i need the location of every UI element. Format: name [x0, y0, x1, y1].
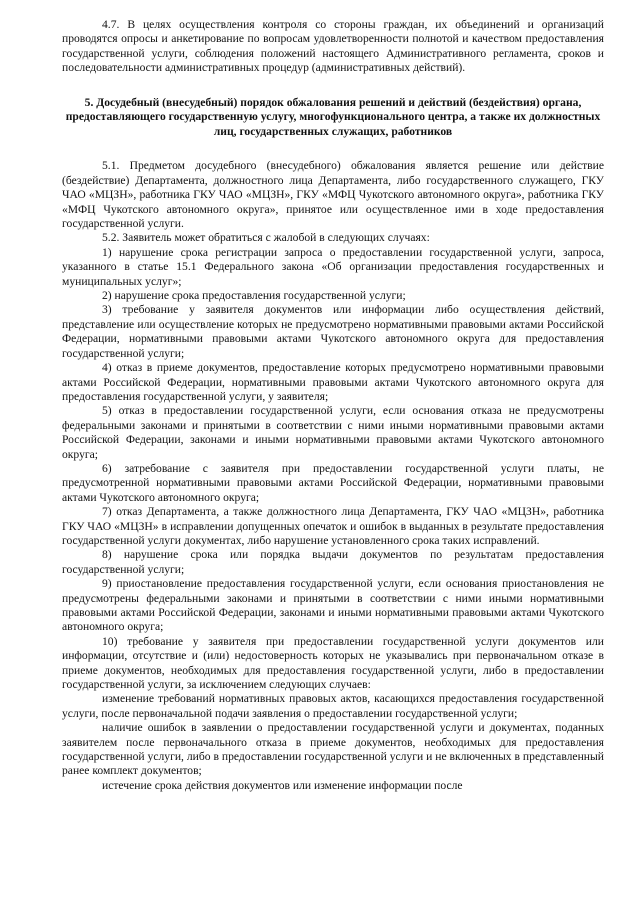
- paragraph-5-1: 5.1. Предметом досудебного (внесудебного) обжалования является решение или действие (бездействие) Департамента, должностного лица Департамента, либо государственного служащего, ГКУ ЧАО «МЦЗН», работника ГКУ ЧАО «МЦЗН», ГКУ «МФЦ Чукотского автономного округа», работника ГКУ «МФЦ Чукотского автономного округа», принятое или осуществленное ими в ходе предоставления государственной услуги.: [62, 159, 604, 231]
- exception-case-2: наличие ошибок в заявлении о предоставлении государственной услуги и документах, поданных заявителем после первоначального отказа в приеме документов, необходимых для предоставления государственной услуги, либо в предоставлении государственной услуги и не включенных в представленный ранее комплект документов;: [62, 721, 604, 778]
- list-item-4: 4) отказ в приеме документов, предоставление которых предусмотрено нормативными правовыми актами Российской Федерации, нормативными правовыми актами Чукотского автономного округа для предоставления государственной услуги, у заявителя;: [62, 361, 604, 403]
- exception-case-3: истечение срока действия документов или изменение информации после: [102, 778, 463, 792]
- list-item-5: 5) отказ в предоставлении государственной услуги, если основания отказа не предусмотрены федеральными законами и принятыми в соответствии с ними иными нормативными правовыми актами Российской Федерации, законами и иными нормативными правовыми актами Чукотского автономного округа;: [62, 404, 604, 461]
- list-item-3: 3) требование у заявителя документов или информации либо осуществления действий, представление или осуществление которых не предусмотрено нормативными правовыми актами Российской Федерации, нормативными правовыми актами Чукотского автономного округа для предоставления государственной услуги;: [62, 303, 604, 360]
- list-item-10: 10) требование у заявителя при предоставлении государственной услуги документов или информации, отсутствие и (или) недостоверность которых не указывались при первоначальном отказе в приеме документов, необходимых для предоставления государственной услуги, либо в предоставлении государственной услуги, за исключением следующих случаев:: [62, 634, 604, 692]
- exception-case-1: изменение требований нормативных правовых актов, касающихся предоставления государственной услуги, после первоначальной подачи заявления о предоставлении государственной услуги;: [62, 692, 604, 720]
- list-item-7: 7) отказ Департамента, а также должностного лица Департамента, ГКУ ЧАО «МЦЗН», работника ГКУ ЧАО «МЦЗН» в исправлении допущенных опечаток и ошибок в выданных в результате предоставления государственной услуги документах, либо нарушение установленного срока таких исправлений.: [62, 505, 604, 547]
- list-item-2: 2) нарушение срока предоставления государственной услуги;: [102, 289, 406, 303]
- list-item-1: 1) нарушение срока регистрации запроса о предоставлении государственной услуги, запроса, указанного в статье 15.1 Федерального закона «Об организации предоставления государственных и муниципальных услуг»;: [62, 245, 604, 288]
- list-item-8: 8) нарушение срока или порядка выдачи документов по результатам предоставления государственной услуги;: [62, 548, 604, 576]
- paragraph-4-7: 4.7. В целях осуществления контроля со стороны граждан, их объединений и организаций проводятся опросы и анкетирование по вопросам удовлетворенности полнотой и качеством предоставления государственной услуги, соблюдения положений настоящего Административного регламента, сроков и последовательности административных процедур (административных действий).: [62, 18, 604, 75]
- paragraph-5-2: 5.2. Заявитель может обратиться с жалобой в следующих случаях:: [102, 231, 430, 245]
- section-heading: 5. Досудебный (внесудебный) порядок обжалования решений и действий (бездействия) органа, предоставляющего государственную услугу, многофункционального центра, а также их должностных лиц, государственных служащих, работников: [65, 95, 601, 138]
- list-item-9: 9) приостановление предоставления государственной услуги, если основания приостановления не предусмотрены федеральными законами и принятыми в соответствии с ними иными нормативными правовыми актами Российской Федерации, законами и иными нормативными правовыми актами Чукотского автономного округа;: [62, 577, 604, 634]
- list-item-6: 6) затребование с заявителя при предоставлении государственной услуги платы, не предусмотренной нормативными правовыми актами Российской Федерации, нормативными правовыми актами Чукотского автономного округа;: [62, 461, 604, 504]
